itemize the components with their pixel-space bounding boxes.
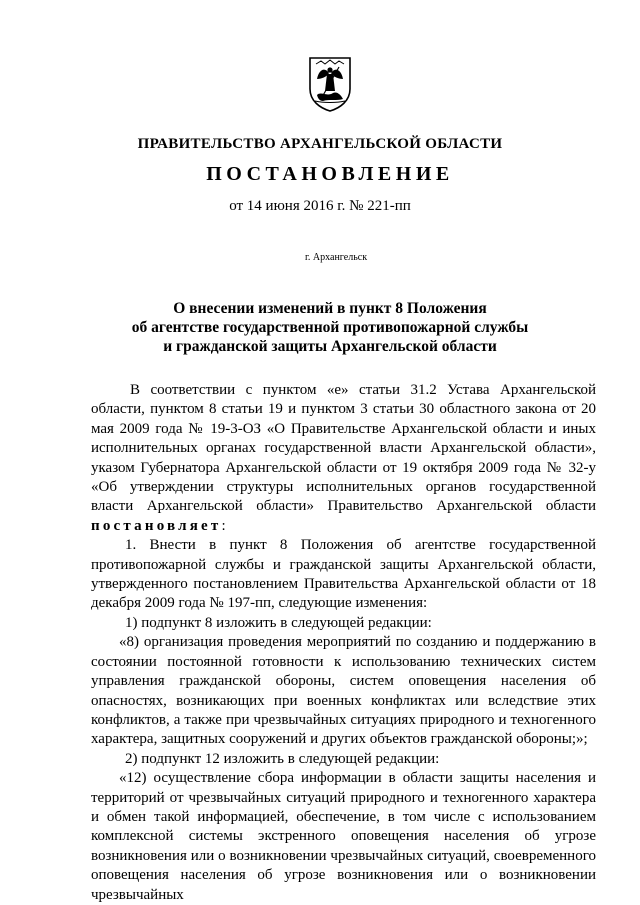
title-line: и гражданской защиты Архангельской области	[163, 338, 497, 355]
preamble-text: В соответствии с пунктом «е» статьи 31.2 Устава Архангельской области, пунктом 8 статьи 19 и пунктом 3 статьи 30 областного закона от 20 мая 2009 года № 19-3-ОЗ «О Правительстве Архангельской области и иных исполнительных органах государственной власти Архангельской области», указом Губернатора Архангельской области от 19 октября 2009 года № 32-у «Об утверждении структуры исполнительных органов государственной власти Архангельской области» Правительство Архангельской области	[91, 382, 596, 515]
document-city: г. Архангельск	[304, 252, 368, 263]
preamble-end: :	[221, 517, 226, 534]
body-paragraph-item-1: 1. Внести в пункт 8 Положения об агентстве государственной противопожарной службы и гражданской защиты Архангельской области, утвержденного постановлением Правительства Архангельской области от 18 декабря 2009 года № 197-пп, следующие изменения:	[91, 537, 596, 612]
document-date-number: от 14 июня 2016 г. № 221-пп	[229, 198, 411, 214]
body-paragraph-preamble	[91, 381, 596, 536]
document-type: ПОСТАНОВЛЕНИЕ	[206, 163, 454, 185]
document-title	[120, 299, 540, 356]
organization-name: ПРАВИТЕЛЬСТВО АРХАНГЕЛЬСКОЙ ОБЛАСТИ	[137, 136, 503, 152]
body-paragraph-subitem-1: 1) подпункт 8 изложить в следующей редакции:	[125, 614, 432, 631]
title-line: об агентстве государственной противопожарной службы	[131, 319, 529, 336]
arkhangelsk-coat-of-arms-icon	[307, 55, 353, 113]
body-paragraph-quote-12: «12) осуществление сбора информации в области защиты населения и территорий от чрезвычайных ситуаций природного и техногенного характера и обмен такой информацией, обеспечение, в том числе с использованием комплексной системы экстренного оповещения населения об угрозе возникновения или о возникновении чрезвычайных ситуаций, своевременного оповещения населения об угрозе возникновения или о возникновении чрезвычайных	[91, 770, 596, 903]
body-paragraph-subitem-2: 2) подпункт 12 изложить в следующей редакции:	[125, 750, 440, 767]
resolves-word: постановляет	[91, 517, 222, 534]
title-line: О внесении изменений в пункт 8 Положения	[173, 300, 487, 317]
document-body	[91, 381, 596, 905]
body-paragraph-quote-8: «8) организация проведения мероприятий по созданию и поддержанию в состоянии постоянной готовности к использованию технических систем управления гражданской обороны, систем оповещения населения об опасностях, возникающих при военных конфликтах или вследствие этих конфликтов, а также при чрезвычайных ситуациях природного и техногенного характера, защитных сооружений и других объектов гражданской обороны;»;	[91, 634, 596, 748]
